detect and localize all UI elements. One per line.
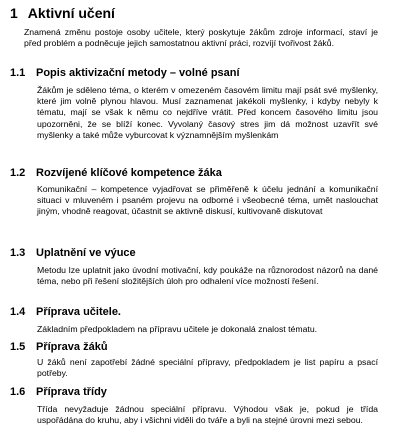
section-title: Příprava třídy <box>36 386 107 398</box>
section-text-1-2: Komunikační – kompetence vyjadřovat se přiměřeně k účelu jednání a komunikační situaci v mluveném i psaném projevu na odborné i všeobecné téma, umět naslouchat jiným, vhodně reagovat, účastnit se aktivně diskusí, kultivovaně diskutovat <box>37 184 378 217</box>
section-heading-1-6 <box>10 385 107 399</box>
section-heading-1-4 <box>10 305 121 319</box>
section-title: Uplatnění ve výuce <box>36 247 136 259</box>
section-text-1-1: Žákům je sděleno téma, o kterém v omezeném časovém limitu mají psát své myšlenky, které jim volně plynou hlavou. Musí zaznamenat jakékoli myšlenky, i kdyby nebyly k tématu, mají se však k němu co nejdříve vrátit. Před koncem časového limitu jsou upozorněni, že se blíží konec. Vyvolaný časový stres jim dá možnost uzavřít své myšlenky a také může vyburcovat k významnějším myšlenkám <box>37 85 378 140</box>
heading-1 <box>10 5 115 22</box>
section-number: 1.1 <box>10 67 26 79</box>
section-number: 1.5 <box>10 341 26 353</box>
section-title: Příprava žáků <box>36 341 108 353</box>
section-title: Příprava učitele. <box>36 306 121 318</box>
intro-paragraph: Znamená změnu postoje osoby učitele, který poskytuje žákům zdroje informací, staví je před problém a podněcuje jejich samostatnou aktivní práci, rozvíjí tvořivost žáků. <box>24 27 378 49</box>
section-text-1-5: U žáků není zapotřebí žádné speciální přípravy, předpokladem je list papíru a psací potřeby. <box>37 357 378 379</box>
section-title: Rozvíjené klíčové kompetence žáka <box>36 167 222 179</box>
section-heading-1-1 <box>10 66 240 80</box>
section-number: 1.4 <box>10 306 26 318</box>
section-title: Popis aktivizační metody – volné psaní <box>36 67 240 79</box>
section-number: 1.2 <box>10 167 26 179</box>
section-text-1-6: Třída nevyžaduje žádnou speciální přípravu. Výhodou však je, pokud je třída uspořádána do kruhu, aby i všichni viděli do tváře a byli na stejné úrovni mezi sebou. <box>37 404 378 426</box>
section-heading-1-2 <box>10 166 222 180</box>
heading-1-title: Aktivní učení <box>27 5 115 21</box>
section-text-1-4: Základním předpokladem na přípravu učitele je dokonalá znalost tématu. <box>37 324 318 334</box>
section-number: 1.6 <box>10 386 26 398</box>
section-heading-1-5 <box>10 340 108 354</box>
section-number: 1.3 <box>10 247 26 259</box>
section-text-1-3: Metodu lze uplatnit jako úvodní motivační, kdy poukáže na různorodost názorů na dané téma, nebo při řešení složitějších úloh pro odhalení více možností řešení. <box>37 265 378 287</box>
heading-1-number: 1 <box>10 5 18 21</box>
section-heading-1-3 <box>10 246 136 260</box>
